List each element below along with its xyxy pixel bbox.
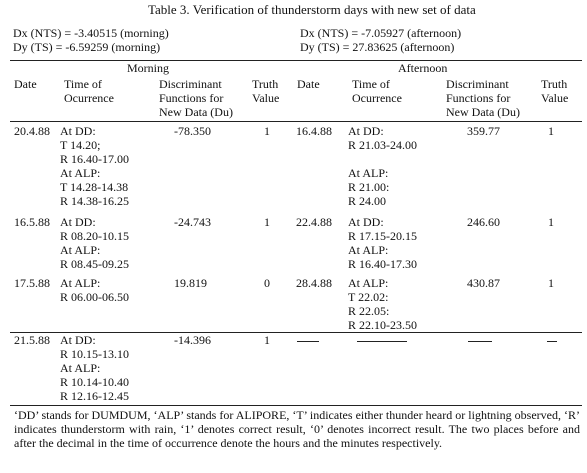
row2-morning-time: At DD: R 08.20-10.15 At ALP: R 08.45-09.25 (60, 215, 129, 271)
col-truth-morning: Truth Value (252, 77, 280, 105)
table-title: Table 3. Verification of thunderstorm days with new set of data (148, 2, 476, 17)
row1-morning-truth: 1 (264, 124, 270, 138)
header-bottom-rule (10, 121, 582, 122)
morning-header: Morning (127, 61, 169, 75)
row3-afternoon-truth: 1 (548, 276, 554, 290)
row2-afternoon-du: 246.60 (467, 215, 500, 229)
row3-afternoon-time: At ALP: T 22.02: R 22.05: R 22.10-23.50 (348, 276, 417, 332)
row4-afternoon-truth-empty (547, 341, 557, 342)
row4-afternoon-date-empty (297, 341, 319, 342)
row2-morning-truth: 1 (264, 215, 270, 229)
row1-morning-time: At DD: T 14.20; R 16.40-17.00 At ALP: T 14.28-14.38 R 14.38-16.25 (60, 124, 129, 208)
row2-afternoon-date: 22.4.88 (296, 215, 332, 229)
col-time-afternoon: Time of Ocurrence (352, 77, 402, 105)
table-footnote: ‘DD’ stands for DUMDUM, ‘ALP’ stands for ALIPORE, ‘T’ indicates either thunder heard or lightning observed, ‘R’ indicates thunderstorm with rain, ‘1’ denotes correct result, ‘0’ denotes incorrect result. The two places before and after the decimal in the time of occurrence denote the hours and the minutes respectively. (14, 408, 580, 450)
row4-morning-du: -14.396 (174, 333, 211, 347)
afternoon-header: Afternoon (398, 61, 448, 75)
row3-afternoon-date: 28.4.88 (296, 276, 332, 290)
col-discriminant-afternoon: Discriminant Functions for New Data (Du) (446, 77, 520, 119)
row3-morning-truth: 0 (264, 276, 270, 290)
row4-morning-truth: 1 (264, 333, 270, 347)
row4-afternoon-du-empty (468, 341, 492, 342)
row2-afternoon-truth: 1 (548, 215, 554, 229)
row2-morning-date: 16.5.88 (14, 215, 50, 229)
col-date-morning: Date (14, 77, 37, 91)
row2-afternoon-time: At DD: R 17.15-20.15 At ALP: R 16.40-17.30 (348, 215, 417, 271)
row4-morning-date: 21.5.88 (14, 333, 50, 347)
row3-morning-date: 17.5.88 (14, 276, 50, 290)
row4-afternoon-time-empty (357, 341, 407, 342)
col-truth-afternoon: Truth Value (541, 77, 569, 105)
row3-morning-du: 19.819 (174, 276, 207, 290)
col-time-morning: Time of Ocurrence (64, 77, 114, 105)
row1-afternoon-time: At DD: R 21.03-24.00 At ALP: R 21.00: R 24.00 (348, 124, 417, 208)
dx-nts-morning: Dx (NTS) = -3.40515 (morning) (13, 26, 169, 40)
row2-morning-du: -24.743 (174, 215, 211, 229)
table-top-rule (10, 60, 582, 61)
dy-ts-morning: Dy (TS) = -6.59259 (morning) (13, 40, 161, 54)
row1-afternoon-du: 359.77 (467, 124, 500, 138)
row3-morning-time: At ALP: R 06.00-06.50 (60, 276, 129, 304)
row1-afternoon-date: 16.4.88 (296, 124, 332, 138)
row1-afternoon-truth: 1 (548, 124, 554, 138)
table-bottom-rule (10, 405, 582, 406)
row1-morning-du: -78.350 (174, 124, 211, 138)
row3-afternoon-du: 430.87 (467, 276, 500, 290)
dx-nts-afternoon: Dx (NTS) = -7.05927 (afternoon) (300, 26, 462, 40)
row1-morning-date: 20.4.88 (14, 124, 50, 138)
col-date-afternoon: Date (297, 77, 320, 91)
col-discriminant-morning: Discriminant Functions for New Data (Du) (159, 77, 233, 119)
dy-ts-afternoon: Dy (TS) = 27.83625 (afternoon) (300, 40, 455, 54)
row4-morning-time: At DD: R 10.15-13.10 At ALP: R 10.14-10.40 R 12.16-12.45 (60, 333, 129, 403)
